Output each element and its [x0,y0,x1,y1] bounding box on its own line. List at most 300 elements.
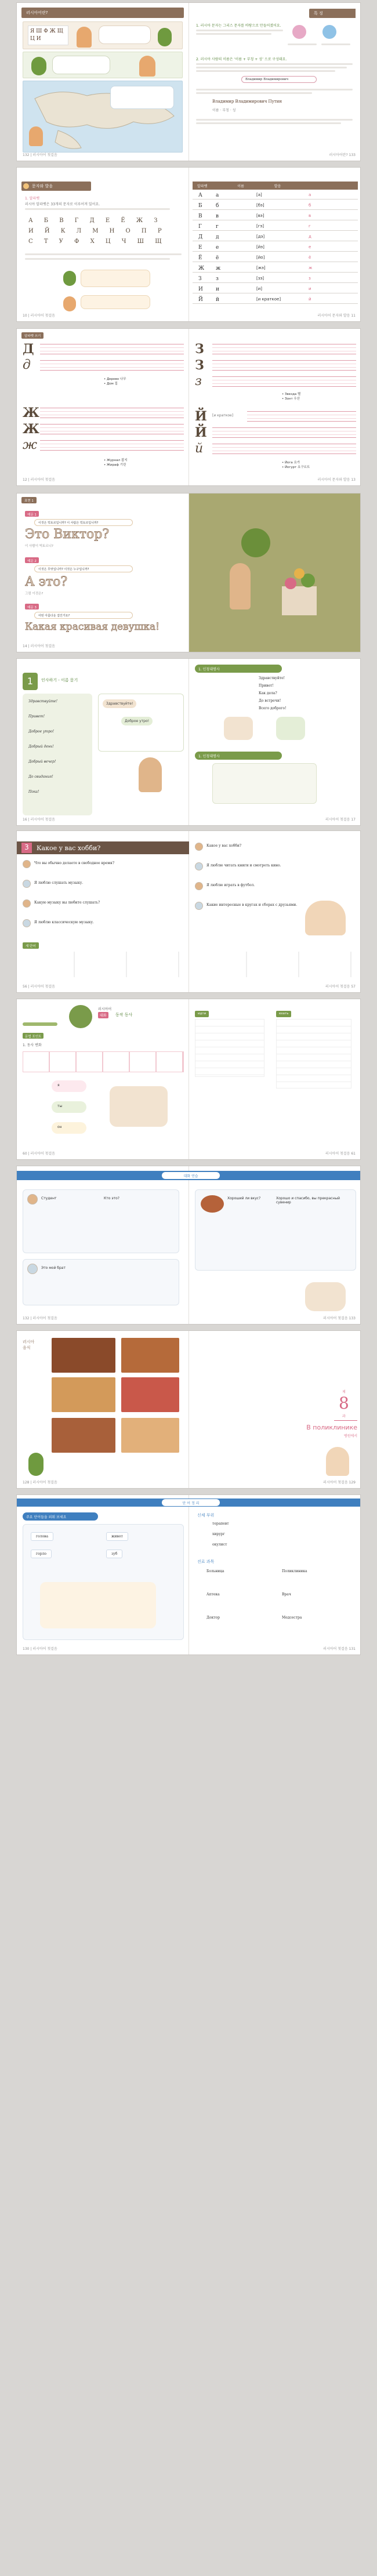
avatar [23,919,31,927]
character-pair-2 [276,717,305,740]
writing-lines [212,444,356,454]
page-right [189,329,361,485]
page-footer: 러시아어 첫걸음 57 [325,985,356,989]
word-item: Аптека [206,1592,220,1597]
name-structure: 이름 · 부칭 · 성 [212,108,236,113]
big-phrase: Какая красивая девушка! [25,621,160,633]
character-cactus-2 [31,57,46,75]
example-word: • Йога 요가 [282,461,300,465]
page-left [17,494,189,652]
letter-name: [жэ] [256,266,266,270]
avatar [195,882,203,890]
chapter-icon [23,183,29,189]
dialog-line: Что вы обычно делаете в свободное время? [34,861,115,865]
phrase-translation: 이 사람이 빅토르니? [25,545,53,548]
page-footer: 러시아어 첫걸음 61 [325,1152,356,1156]
section-title: 신체 부위 [197,1513,215,1518]
letters-row: И Й К Л М Н О П Р [28,228,166,234]
letter-sound: и [309,286,311,291]
letter-lower: г [216,224,219,230]
writing-lines [40,360,184,371]
world-map-panel [23,81,183,153]
page-right [189,168,361,321]
word-item: окулист [212,1543,227,1547]
letter-cursive: й [195,441,204,456]
letter-sound: б [309,203,311,208]
page-footer: 16 | 러시아어 첫걸음 [23,818,55,822]
green-panel [23,694,92,815]
page-left [17,1166,198,1324]
spread-intro [16,2,361,161]
letter-sound: а [309,193,311,197]
letter-upper: Д [23,342,34,357]
letter-name: [зэ] [256,276,264,281]
spread-vocab [16,1494,361,1655]
letter-lower: в [216,213,219,219]
character-kid [29,126,43,146]
example-word: • Дом 집 [104,382,118,386]
grammar-title: 1. 인칭대명사 [195,665,282,673]
letter-sound: д [309,234,311,239]
table-row [193,243,358,252]
section-title-2: 진료 과목 [197,1559,215,1564]
name-pill: Владимир Владимирович [241,76,317,83]
word-item: Поликлиника [282,1569,307,1573]
page-left [17,3,189,161]
practice-box [212,763,317,804]
page-footer: 12 | 러시아어 첫걸음 [23,478,55,482]
letter-upper: Ж [198,266,205,271]
page-footer: 60 | 러시아어 첫걸음 [23,1152,55,1156]
dialog-title: Студент [41,1196,57,1200]
page-right [189,3,361,161]
lesson-number: 8 [339,1394,349,1413]
avatar [195,843,203,851]
avatar [27,1194,38,1204]
chapter-subtitle: 병원에서 [343,1434,357,1438]
example-word: • Звезда 별 [282,393,301,396]
label-bubble: я [52,1080,86,1092]
character-illustration [139,757,162,792]
character-icon-2 [63,296,76,311]
food-photo [121,1377,179,1412]
page-right [189,659,361,825]
page-right [189,1331,361,1488]
lesson-label: 제 [342,1390,346,1394]
speech-bubble: Здравствуйте! [103,699,136,708]
table-row [193,274,358,283]
avatar [23,880,31,888]
dome [285,578,296,589]
spread-verbs [16,999,361,1160]
table-row [193,295,358,304]
dialog-line: Я люблю читать книги и смотреть кино. [206,863,281,868]
lesson-title: 인사하기 - 이름 묻기 [41,678,78,683]
letter-cursive: з [195,374,202,389]
chapter-title: 문자와 발음 [21,182,91,191]
text-line [196,33,271,35]
page-footer: 10 | 러시아어 첫걸음 [23,314,55,318]
letter-upper: Ё [198,255,202,261]
page-right [189,999,361,1159]
verb-tag-2: ехать [276,1011,291,1017]
word-item: горло [31,1550,52,1558]
avatar [23,860,31,868]
food-photo [121,1338,179,1373]
text-line [196,70,335,72]
text-line [321,43,350,45]
letter-lower: з [216,276,219,282]
character-doctor [326,1447,349,1476]
dialog-sub: Кто это? [104,1196,119,1200]
chapter-title: В поликлинике [306,1424,357,1431]
dialog-line: Я люблю классическую музыку. [34,920,94,924]
letter-name: [и краткое] [256,297,281,302]
character-teacher [77,27,92,48]
text-line [25,208,170,210]
page-footer: 130 | 러시아어 첫걸음 [23,1647,57,1651]
map-info-bubble [110,86,174,109]
dialog-line: Какое у вас хобби? [206,844,242,848]
letter-sound: г [309,224,311,228]
spread-conversation [16,1166,361,1325]
example-pill: 이것은 무엇입니까? 이것은 누구입니까? [34,565,133,572]
letter-upper: Б [198,203,202,209]
character-pair [305,1282,346,1311]
avatar-2 [27,1264,38,1274]
verb-table [195,1019,264,1077]
spread-writing [16,328,361,486]
page-right [189,1495,361,1655]
word-item: живот [106,1532,128,1541]
page-footer: 러시아어 첫걸음 133 [323,1316,356,1320]
example-pill: 이것은 빅토르입니까? 이 사람은 빅토르입니까? [34,519,133,526]
page-left [17,999,189,1159]
letter-lower: а [216,193,219,198]
page-footer: 132 | 러시아어 첫걸음 [23,1316,57,1320]
dialog-line: Я люблю слушать музыку. [34,881,84,885]
word-item: Врач [282,1592,291,1597]
letter-name: [бэ] [256,203,264,208]
page-left [17,1495,200,1655]
section-tag: 특 징 [309,9,356,18]
vocab-instruction: 주요 단어들을 외워 보세요 [23,1512,98,1521]
subtitle: 1. 알파벳 [25,197,40,201]
culture-title: 러시아 [23,1340,35,1344]
letter-sound: ё [309,255,311,260]
page-left [17,831,189,992]
grammar-line: 1. 동사 변화 [23,1043,42,1047]
cathedral-svg [276,557,322,615]
letter-upper: А [198,193,202,198]
food-photo [52,1377,115,1412]
vocab-grid [23,952,184,977]
dome [294,568,304,579]
expression-item: Привет! [259,684,274,688]
dialog-text: Хорошо и спасибо, вы прекрасный сувенир [276,1196,340,1204]
page-footer: 14 | 러시아어 첫걸음 [23,644,55,648]
letter-upper: Й [195,409,207,424]
grammar-tag: 문법 포인트 [23,1033,44,1039]
verb-table-2 [276,1019,351,1089]
character-icon [63,271,76,286]
chapter-rule [334,1420,357,1421]
letter-name: [а] [256,193,262,197]
big-phrase: А это? [25,575,68,589]
text-line [196,92,312,94]
spread-hobby [16,830,361,993]
food-image [201,1195,224,1213]
letter-upper-2: Ж [23,422,39,437]
letter-sound: й [309,297,311,302]
writing-lines [40,440,184,451]
food-photo [121,1418,179,1453]
lesson-title: Какое у вас хобби? [37,844,101,852]
dialog-badge-2: 대화 [98,1012,108,1018]
letter-upper: З [195,342,204,357]
word-item: Больница [206,1569,224,1573]
continent-shape-2 [55,130,81,148]
letter-upper: В [198,213,202,219]
character-traveler [230,563,251,609]
text-line [288,43,317,45]
page-right [189,1166,361,1324]
letter-upper: И [198,286,203,292]
cathedral-illustration [276,557,322,615]
character-cactus [158,28,172,46]
page-left [17,659,189,825]
lesson-unit: 과 [342,1414,346,1418]
page-right [189,831,361,992]
letter-lower: и [216,286,219,292]
tip-bubble-2 [81,295,150,309]
example-word: • Йогурт 요구르트 [282,466,310,469]
decor-branch [23,1022,57,1026]
text-line [25,253,182,255]
letters-row: А Б В Г Д Е Ё Ж З [28,217,162,224]
intro-text: 러시아 알파벳은 33개의 문자로 이루어져 있어요. [25,202,100,206]
spread-food [16,1330,361,1489]
letter-lower: е [216,245,219,251]
expression-item: Привет! [28,714,45,719]
letter-name: [и] [256,286,263,291]
intro-header: 러시아어란? [21,8,184,18]
point-1: 1. 러시아 문자는 그리스 문자를 바탕으로 만들어졌어요. [196,24,281,28]
example-label: 예문 2 [25,557,39,563]
dialog-line: Какие интересные в кругах и сборах с друзьями. [206,903,298,907]
writing-lines [212,344,356,354]
spread-alphabet [16,167,361,322]
expression-item: Всего доброго! [259,706,287,710]
header-label: 단 어 정 리 [162,1499,220,1506]
text-line [196,89,353,90]
page-footer: 러시아어 첫걸음 129 [323,1481,356,1485]
avatar [195,862,203,870]
speech-bubble-2 [52,56,110,74]
letter-upper: Г [198,224,202,230]
letter-upper: Д [198,234,203,240]
character-duo [305,901,346,935]
table-row [193,285,358,293]
avatar [195,902,203,910]
character-pair [224,717,253,740]
page-footer: 러시아어란? 133 [329,153,356,157]
spread-lesson1 [16,658,361,826]
letter-name: [йэ] [256,245,264,249]
page-footer: 러시아어 문자와 발음 13 [317,478,356,482]
letter-sound: ж [309,266,313,270]
example-pill: 어떤 아름다운 집인가요? [34,612,133,619]
letter-lower: ж [216,266,221,271]
label-bubble: он [52,1122,86,1134]
lesson-number: 3 [21,843,32,853]
expression-item: Как дела? [259,691,277,695]
word-item: хирург [212,1532,225,1536]
example-word: • Зонт 우산 [282,397,300,401]
letters-row: С Т У Ф Х Ц Ч Ш Щ [28,238,166,245]
letter-lower: ё [216,255,219,261]
text-line [196,30,283,31]
food-photo [52,1418,115,1453]
header-label: 대화 연습 [162,1172,220,1179]
verb-tag: идти [195,1011,209,1017]
table-row [193,264,358,273]
phrase-translation: 그럼 이것은? [25,592,44,596]
dialog-badge-1: 러시아어 [98,1007,112,1011]
vocab-tag: 새 단어 [23,942,39,949]
lesson-badge: 1 [23,673,38,690]
letter-circle-2 [322,25,336,39]
grammar-title-2: 1. 인칭대명사 [195,752,282,760]
avatar [23,899,31,908]
point-2: 2. 러시아 사람의 이름은 ‘이름 + 부칭 + 성’ 으로 구성돼요. [196,57,287,61]
letter-board: Я Ш Ф Ж Щ Ц И [28,26,68,45]
name-example: Владимир Владимирович Путин [212,99,282,104]
big-phrase: Это Виктор? [25,527,110,542]
letter-circle-1 [292,25,306,39]
food-photo [52,1338,115,1373]
letter-sound: в [309,213,311,218]
page-left [17,168,189,321]
letter-ipa: [и краткое] [212,413,234,418]
text-line [196,67,347,68]
letter-lower: б [216,203,219,209]
word-item: голова [31,1532,53,1541]
table-row [193,191,358,199]
page-footer: 러시아어 첫걸음 17 [325,818,356,822]
character-group [110,1086,168,1127]
letter-cursive: ж [23,438,38,452]
table-row [193,233,358,241]
dialog-title: Хороший ли вкус? [227,1196,261,1200]
letter-upper: З [198,276,202,282]
expression-item: Здравствуйте! [28,699,57,703]
letter-upper-2: Й [195,425,207,440]
expression-item: Доброе утро! [28,730,55,734]
word-item: зуб [106,1550,122,1558]
table-row [193,222,358,231]
word-item: Медсестра [282,1616,302,1620]
writing-lines [40,424,184,434]
conjugation-table [23,1051,184,1072]
writing-header: 알파벳 쓰기 [21,332,44,339]
expression-item: До встречи! [259,699,281,703]
table-row [193,212,358,220]
letter-cursive: д [23,358,31,372]
writing-lines [40,344,184,354]
expression-item: Добрый день! [28,745,54,749]
tip-bubble [81,270,150,287]
writing-lines [247,411,356,422]
page-footer: 56 | 러시아어 첫걸음 [23,985,55,989]
letter-name: [вэ] [256,213,264,218]
writing-lines [212,360,356,371]
character-boy [139,56,155,77]
writing-lines [40,408,184,418]
letter-upper: Ж [23,405,39,420]
letter-sound: е [309,245,311,249]
cactus-badge [241,528,270,557]
writing-lines [212,376,356,387]
letter-upper: Е [198,245,202,251]
page-title: 동작 동사 [115,1013,133,1017]
expression-item: До свидания! [28,775,53,779]
label-bubble: ты [52,1101,86,1113]
speech-bubble: Доброе утро! [121,717,153,725]
example-label: 예문 3 [25,604,39,609]
character-cactus [28,1453,44,1476]
expression-item: Пока! [28,790,39,794]
writing-lines [212,427,356,438]
text-line [196,119,353,121]
word-item: терапевт [212,1522,229,1526]
title-circle [69,1005,92,1028]
expression-item: Здравствуйте! [259,676,285,680]
page-footer: 128 | 러시아어 첫걸음 [23,1481,57,1485]
dialog-line: Какую музыку вы любите слушать? [34,901,100,905]
page-footer: 러시아어 첫걸음 131 [323,1647,356,1651]
letter-upper: Й [198,297,203,303]
spread-expressions [16,493,361,652]
example-word: • Журнал 잡지 [104,459,128,462]
letter-name: [йо] [256,255,265,260]
page-left [17,329,189,485]
expression-tag: 표현 1 [21,497,37,503]
speech-bubble [99,26,151,44]
letter-name: [дэ] [256,234,265,239]
example-label: 예문 1 [25,511,39,517]
culture-sub: 음식 [23,1345,31,1350]
letter-sound: з [309,276,311,281]
text-line [196,63,353,65]
text-line [196,122,341,124]
expression-item: Добрый вечер! [28,760,56,764]
character-group [40,1582,156,1628]
word-item: Доктор [206,1616,220,1620]
table-row [193,253,358,262]
page-footer: 132 | 러시아어 첫걸음 [23,153,57,157]
text-line [25,258,170,260]
dialog-line: Это мой брат [41,1266,66,1270]
letter-upper-2: З [195,358,204,373]
building [282,586,317,615]
dialog-line: Я люблю играть в футбол. [206,883,255,887]
table-header: 알파벳 이름 발음 [193,182,358,190]
page-right-illustration [189,494,361,652]
vocab-grid [195,952,356,977]
letter-name: [гэ] [256,224,264,228]
letter-lower: й [216,297,219,303]
